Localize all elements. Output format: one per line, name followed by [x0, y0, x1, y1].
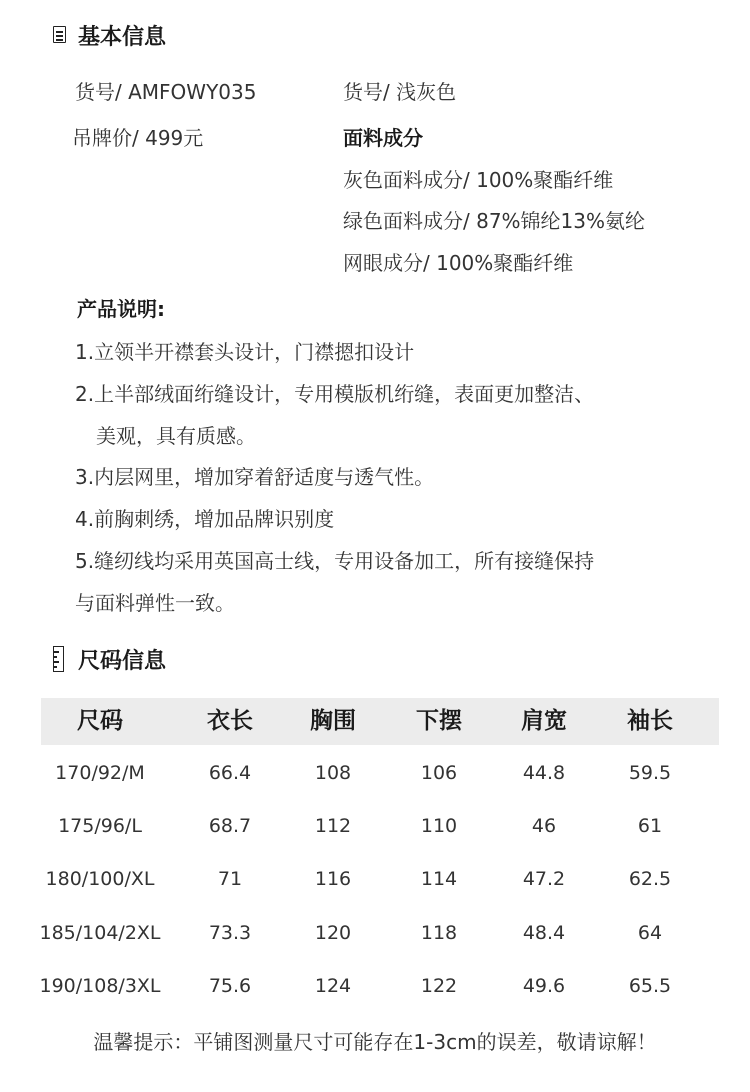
cell-sleeve: 59.5	[628, 762, 672, 784]
product-desc-line: 美观，具有质感。	[96, 424, 256, 448]
cell-hem: 118	[420, 921, 458, 944]
table-row	[41, 960, 719, 1013]
table-row	[41, 907, 719, 960]
cell-shoulder: 44.8	[522, 762, 566, 784]
cell-shoulder: 49.6	[522, 974, 566, 997]
cell-length: 71	[217, 868, 243, 891]
table-row	[41, 747, 719, 800]
product-desc-line: 2.上半部绒面绗缝设计，专用模版机绗缝，表面更加整洁、	[75, 382, 595, 406]
cell-length: 75.6	[208, 974, 252, 997]
item-no-label: 货号/	[75, 80, 122, 104]
price-value: 499元	[145, 126, 204, 150]
color-row	[343, 76, 456, 105]
cell-length: 68.7	[208, 815, 252, 838]
header-size: 尺码	[77, 708, 123, 734]
table-row	[41, 853, 719, 906]
cell-shoulder: 47.2	[522, 868, 566, 891]
header-sleeve: 袖长	[627, 708, 673, 734]
cell-size: 190/108/3XL	[39, 974, 161, 997]
cell-sleeve: 64	[637, 921, 663, 944]
fabric-title: 面料成分	[343, 126, 423, 150]
basic-info-title: 基本信息	[78, 25, 167, 50]
cell-hem: 106	[420, 762, 458, 784]
fabric-line: 网眼成分/ 100%聚酯纤维	[343, 251, 574, 275]
cell-sleeve: 62.5	[628, 868, 672, 891]
product-desc-line: 4.前胸刺绣，增加品牌识别度	[75, 507, 335, 531]
cell-sleeve: 61	[637, 815, 663, 838]
product-desc-line: 1.立领半开襟套头设计，门襟摁扣设计	[75, 340, 415, 364]
header-shoulder: 肩宽	[521, 708, 567, 734]
cell-chest: 112	[314, 815, 352, 838]
cell-size: 185/104/2XL	[39, 921, 161, 944]
header-length: 衣长	[207, 708, 253, 734]
price-row	[72, 122, 203, 151]
cell-chest: 120	[314, 921, 352, 944]
product-desc-line: 3.内层网里，增加穿着舒适度与透气性。	[75, 465, 435, 489]
table-row	[41, 800, 719, 853]
cell-chest: 116	[314, 868, 352, 891]
size-table	[41, 698, 719, 1013]
header-hem: 下摆	[416, 708, 462, 734]
cell-chest: 124	[314, 974, 352, 997]
header-chest: 胸围	[310, 708, 356, 734]
color-value: 浅灰色	[396, 80, 457, 104]
cell-shoulder: 46	[531, 815, 557, 838]
cell-hem: 114	[420, 868, 458, 891]
product-desc-line: 与面料弹性一致。	[75, 591, 235, 615]
size-info-title: 尺码信息	[78, 649, 167, 674]
cell-size: 170/92/M	[55, 762, 145, 784]
fabric-line: 灰色面料成分/ 100%聚酯纤维	[343, 168, 614, 192]
size-table-header	[41, 698, 719, 745]
cell-hem: 122	[420, 974, 458, 997]
cell-length: 66.4	[208, 762, 252, 784]
document-icon	[53, 26, 66, 43]
cell-sleeve: 65.5	[628, 974, 672, 997]
color-label: 货号/	[343, 80, 390, 104]
product-desc-line: 5.缝纫线均采用英国高士线，专用设备加工，所有接缝保持	[75, 549, 595, 573]
cell-length: 73.3	[208, 921, 252, 944]
cell-hem: 110	[420, 815, 458, 838]
size-note: 温馨提示：平铺图测量尺寸可能存在1-3cm的误差，敬请谅解！	[93, 1030, 657, 1054]
fabric-line: 绿色面料成分/ 87%锦纶13%氨纶	[343, 209, 646, 233]
cell-shoulder: 48.4	[522, 921, 566, 944]
ruler-icon	[53, 646, 64, 672]
item-no-value: AMFOWY035	[128, 80, 257, 104]
cell-size: 175/96/L	[58, 815, 142, 838]
item-no-row	[75, 76, 256, 105]
product-desc-title: 产品说明:	[77, 297, 165, 321]
price-label: 吊牌价/	[72, 126, 139, 150]
cell-size: 180/100/XL	[45, 868, 155, 891]
cell-chest: 108	[314, 762, 352, 784]
